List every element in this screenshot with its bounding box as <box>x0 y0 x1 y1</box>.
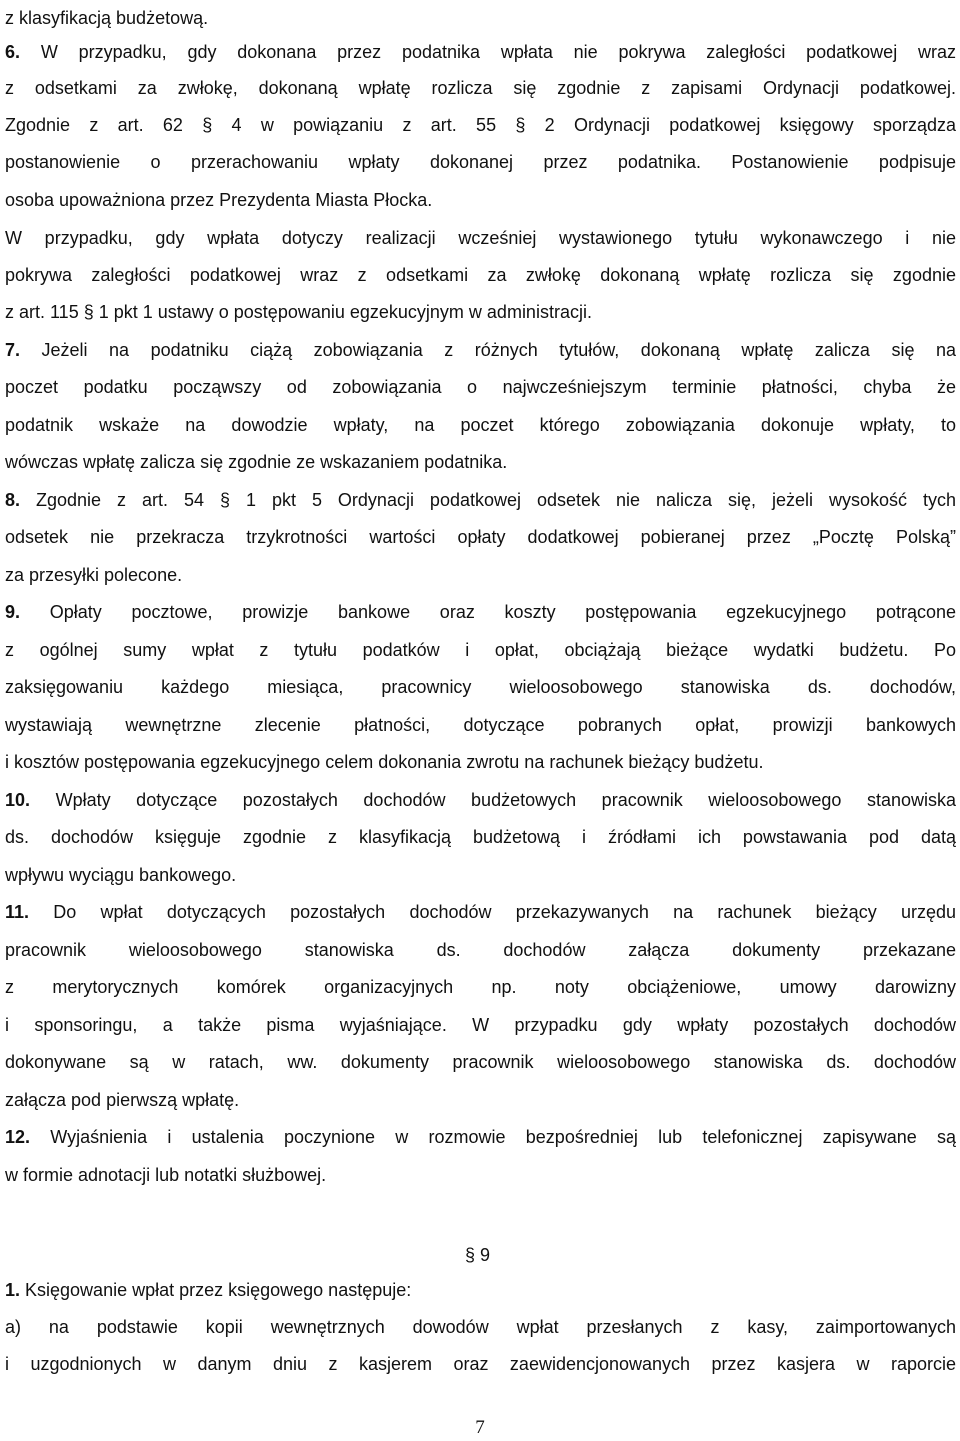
text-line: 12. Wyjaśnienia i ustalenia poczynione w rozmowie bezpośredniej lub telefonicznej zapisywane są <box>5 1127 956 1147</box>
text-line: a) na podstawie kopii wewnętrznych dowodów wpłat przesłanych z kasy, zaimportowanych <box>5 1317 956 1337</box>
text-line: wpływu wyciągu bankowego. <box>5 865 237 885</box>
text-line: z klasyfikacją budżetową. <box>5 8 209 28</box>
text-line: i sponsoringu, a także pisma wyjaśniające. W przypadku gdy wpłaty pozostałych dochodów <box>5 1015 956 1035</box>
text-line: zaksięgowaniu każdego miesiąca, pracownicy wieloosobowego stanowiska ds. dochodów, <box>5 677 956 697</box>
text-line: z art. 115 § 1 pkt 1 ustawy o postępowaniu egzekucyjnym w administracji. <box>5 302 592 322</box>
text-line: poczet podatku począwszy od zobowiązania o najwcześniejszym terminie płatności, chyba że <box>5 377 956 397</box>
page-number: 7 <box>475 1417 485 1438</box>
text-line: W przypadku, gdy wpłata dotyczy realizacji wcześniej wystawionego tytułu wykonawczego i nie <box>5 228 956 248</box>
text-line: za przesyłki polecone. <box>5 565 183 585</box>
text-line: Zgodnie z art. 62 § 4 w powiązaniu z art. 55 § 2 Ordynacji podatkowej księgowy sporządza <box>5 115 956 135</box>
section-heading: § 9 <box>465 1245 491 1265</box>
text-line: i kosztów postępowania egzekucyjnego celem dokonania zwrotu na rachunek bieżący budżetu. <box>5 752 764 772</box>
text-line: osoba upoważniona przez Prezydenta Miasta Płocka. <box>5 190 433 210</box>
text-line: w formie adnotacji lub notatki służbowej. <box>5 1165 327 1185</box>
text-line: 8. Zgodnie z art. 54 § 1 pkt 5 Ordynacji podatkowej odsetek nie nalicza się, jeżeli wysokość tych <box>5 490 956 510</box>
text-line: ds. dochodów księguje zgodnie z klasyfikacją budżetową i źródłami ich powstawania pod datą <box>5 827 956 847</box>
text-line: z merytorycznych komórek organizacyjnych np. noty obciążeniowe, umowy darowizny <box>5 977 956 997</box>
text-line: wówczas wpłatę zalicza się zgodnie ze wskazaniem podatnika. <box>5 452 508 472</box>
text-line: dokonywane są w ratach, ww. dokumenty pracownik wieloosobowego stanowiska ds. dochodów <box>5 1052 956 1072</box>
text-line: podatnik wskaże na dowodzie wpłaty, na poczet którego zobowiązania dokonuje wpłaty, to <box>5 415 956 435</box>
text-line: pracownik wieloosobowego stanowiska ds. dochodów załącza dokumenty przekazane <box>5 940 956 960</box>
text-line: pokrywa zaległości podatkowej wraz z odsetkami za zwłokę dokonaną wpłatę rozlicza się zgodnie <box>5 265 956 285</box>
text-line: 10. Wpłaty dotyczące pozostałych dochodów budżetowych pracownik wieloosobowego stanowiska <box>5 790 956 810</box>
text-line: odsetek nie przekracza trzykrotności wartości opłaty dodatkowej pobieranej przez „Pocztę Polską” <box>5 527 956 547</box>
text-line: 6. W przypadku, gdy dokonana przez podatnika wpłata nie pokrywa zaległości podatkowej wraz <box>5 42 956 62</box>
text-line: z ogólnej sumy wpłat z tytułu podatków i opłat, obciążają bieżące wydatki budżetu. Po <box>5 640 956 660</box>
text-line: wystawiają wewnętrzne zlecenie płatności, dotyczące pobranych opłat, prowizji bankowych <box>5 715 956 735</box>
text-line: 9. Opłaty pocztowe, prowizje bankowe oraz koszty postępowania egzekucyjnego potrącone <box>5 602 956 622</box>
text-line: 11. Do wpłat dotyczących pozostałych dochodów przekazywanych na rachunek bieżący urzędu <box>5 902 956 922</box>
text-line: postanowienie o przerachowaniu wpłaty dokonanej przez podatnika. Postanowienie podpisuje <box>5 152 956 172</box>
text-line: 7. Jeżeli na podatniku ciążą zobowiązania z różnych tytułów, dokonaną wpłatę zalicza się na <box>5 340 956 360</box>
text-line: 1. Księgowanie wpłat przez księgowego następuje: <box>5 1280 412 1300</box>
text-line: z odsetkami za zwłokę, dokonaną wpłatę rozlicza się zgodnie z zapisami Ordynacji podatkowej. <box>5 78 956 98</box>
text-line: i uzgodnionych w danym dniu z kasjerem oraz zaewidencjonowanych przez kasjera w raporcie <box>5 1354 956 1374</box>
text-line: załącza pod pierwszą wpłatę. <box>5 1090 240 1110</box>
